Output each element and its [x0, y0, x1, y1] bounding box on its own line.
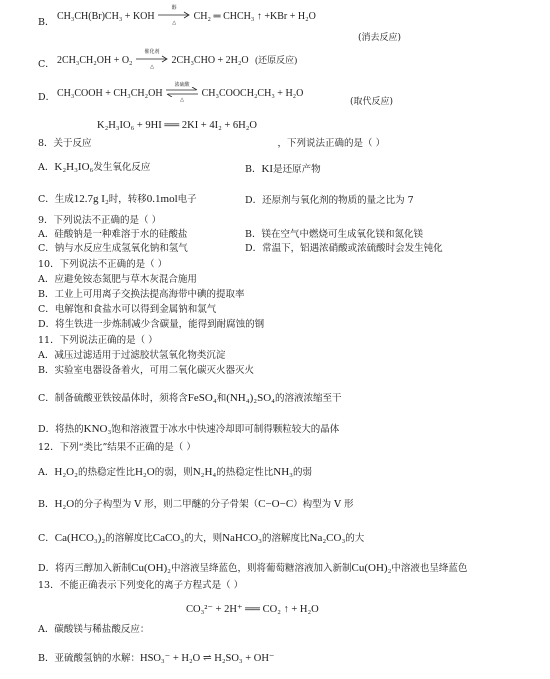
option-label: B． [38, 17, 55, 28]
q8-option-a: A．K₂H₃IO₆发生氧化反应 [38, 161, 151, 173]
formula: N₂H₄ [192, 466, 217, 478]
option-b-reaction [38, 17, 54, 29]
reversible-arrow: 浓硫酸 △ [165, 87, 199, 97]
q8-option-c: C．生成12.7g I₂时，转移0.1mol电子 [38, 193, 197, 205]
q10-option-c: C．电解饱和食盐水可以得到金属钠和氯气 [38, 304, 217, 315]
q10-option-a: A．应避免铵态氮肥与草木灰混合施用 [38, 274, 197, 285]
q9-option-d: D．常温下，铝遇浓硝酸或浓硫酸时会发生钝化 [245, 243, 443, 254]
formula: Ca(HCO₃)₂ [54, 532, 106, 544]
formula: H₂O [54, 498, 75, 510]
reaction-type-note: (消去反应) [358, 33, 402, 43]
formula: (NH₄)₂SO₄ [226, 392, 275, 404]
formula: KNO₃ [83, 423, 112, 435]
q11-stem: 11．下列说法正确的是（ ） [38, 335, 158, 346]
q13-equation-a: CO₃²⁻ + 2H⁺ ══ CO₂ ↑ + H₂O [186, 604, 319, 615]
formula: KI [261, 163, 274, 175]
q8-stem: 8．关于反应 ，下列说法正确的是（ ） [38, 138, 386, 149]
formula: K₂H₃IO₆ [54, 161, 94, 173]
formula: Cu(OH)₂ [351, 562, 392, 574]
formula: H₂O₂ [54, 466, 78, 478]
q13-option-b: B．亚硫酸氢钠的水解：HSO₃⁻ + H₂O ⇌ H₂SO₃ + OH⁻ [38, 653, 275, 664]
q9-option-b: B．镁在空气中燃烧可生成氧化镁和氮化镁 [245, 229, 423, 240]
q8-equation: K₂H₃IO₆ + 9HI ══ 2KI + 4I₂ + 6H₂O [97, 120, 258, 131]
formula: NH₃ [273, 466, 294, 478]
reaction-type-note: (还原反应) [255, 55, 298, 65]
option-c-reaction [38, 59, 55, 71]
q11-option-b: B．实验室电器设备着火，可用二氧化碳灭火器灭火 [38, 365, 254, 376]
q11-option-a: A．减压过滤适用于过滤胶状氢氧化物类沉淀 [38, 350, 226, 361]
q10-stem: 10．下列说法不正确的是（ ） [38, 259, 168, 270]
q12-stem: 12．下列“类比”结果不正确的是（ ） [38, 442, 196, 453]
q12-option-c: C．Ca(HCO₃)₂的溶解度比CaCO₃的大，则NaHCO₃的溶解度比Na₂CO₃的大 [38, 532, 365, 544]
formula: CaCO₃ [152, 532, 185, 544]
q13-equation-b: HSO₃⁻ + H₂O ⇌ H₂SO₃ + OH⁻ [139, 653, 275, 664]
option-d-reaction [38, 92, 55, 104]
q9-option-c: C．钠与水反应生成氢氧化钠和氢气 [38, 243, 188, 254]
reaction-arrow: 催化剂 △ [135, 54, 169, 64]
q8-option-d: D．还原剂与氧化剂的物质的量之比为 7 [245, 195, 414, 206]
q12-option-a: A．H₂O₂的热稳定性比H₂O的弱，则N₂H₄的热稳定性比NH₃的弱 [38, 466, 313, 478]
formula: Na₂CO₃ [309, 532, 346, 544]
formula: NaHCO₃ [222, 532, 262, 544]
reaction-arrow: 醇 △ [157, 10, 191, 20]
q11-option-d: D．将热的KNO₃饱和溶液置于冰水中快速冷却即可制得颗粒较大的晶体 [38, 423, 340, 435]
reaction-type-note: (取代反应) [350, 97, 394, 107]
formula: C−O−C [258, 498, 294, 510]
option-label: C． [38, 59, 55, 70]
mass-value: 12.7g I₂ [73, 193, 109, 205]
q10-option-b: B．工业上可用离子交换法提高海带中碘的提取率 [38, 289, 245, 300]
mol-value: 0.1mol [146, 193, 178, 205]
q11-option-c: C．制备硫酸亚铁铵晶体时，须将含FeSO₄和(NH₄)₂SO₄的溶液浓缩至干 [38, 392, 342, 404]
q8-option-b: B．KI是还原产物 [245, 163, 321, 175]
q9-stem: 9．下列说法不正确的是（ ） [38, 215, 162, 226]
q13-stem: 13．不能正确表示下列变化的离子方程式是（ ） [38, 580, 244, 591]
q12-option-d: D．将丙三醇加入新制Cu(OH)₂中溶液呈绛蓝色，则将葡萄糖溶液加入新制Cu(OH)₂中溶液也呈绛蓝色 [38, 562, 468, 574]
reaction-equation: CH₃CH(Br)CH₃ + KOH 醇 △ CH₂ ═ CHCH₃ ↑ +KBr + H₂O [57, 6, 316, 26]
formula: H₂O [134, 466, 155, 478]
option-label: D． [38, 92, 56, 103]
reaction-equation: CH₃COOH + CH₃CH₂OH 浓硫酸 △ CH₃COOCH₂CH₃ + H₂O [57, 83, 304, 103]
formula: Cu(OH)₂ [131, 562, 172, 574]
q10-option-d: D．将生铁进一步炼制减少含碳量，能得到耐腐蚀的钢 [38, 319, 265, 330]
reaction-equation: 2CH₃CH₂OH + O₂ 催化剂 △ 2CH₃CHO + 2H₂O (还原反应) [57, 50, 298, 70]
formula: FeSO₄ [187, 392, 217, 404]
q9-option-a: A．硅酸钠是一种难溶于水的硅酸盐 [38, 229, 188, 240]
q12-option-b: B．H₂O的分子构型为 V 形，则二甲醚的分子骨架（C−O−C）构型为 V 形 [38, 498, 354, 510]
q13-option-a: A．碳酸镁与稀盐酸反应： [38, 624, 150, 635]
